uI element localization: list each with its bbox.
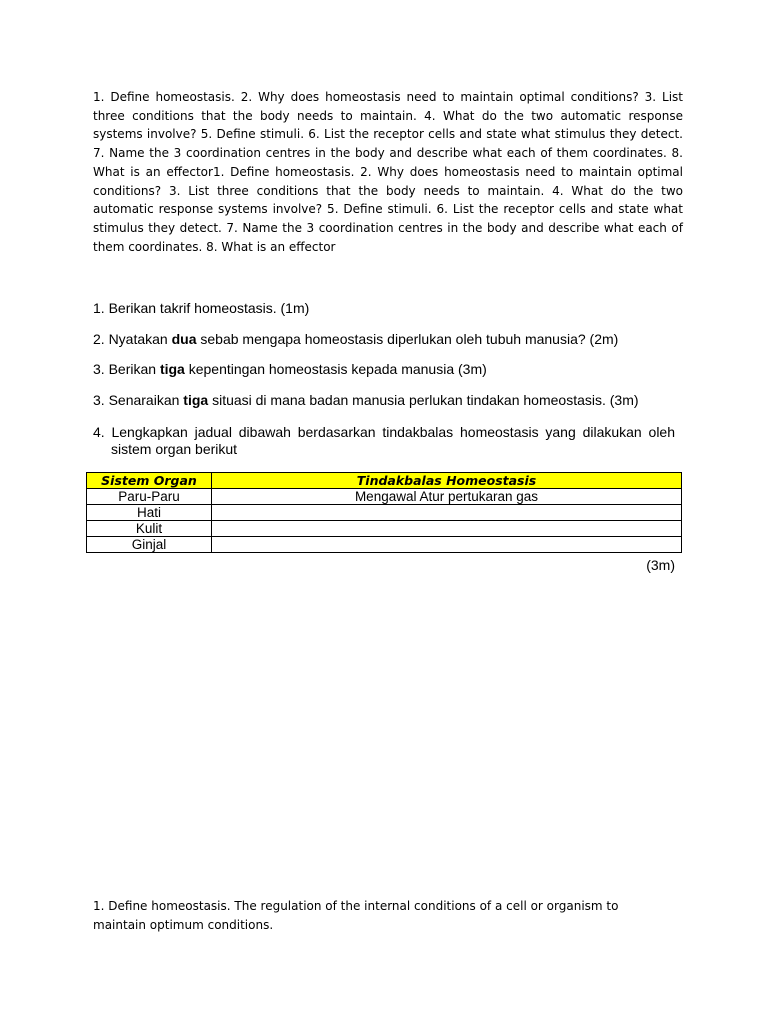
question-3a-prefix: 3. Berikan — [93, 361, 160, 377]
question-3b-prefix: 3. Senaraikan — [93, 392, 184, 408]
answer-paragraph: 1. Define homeostasis. The regulation of the internal conditions of a cell or organism to maintain optimum conditions. — [93, 899, 619, 932]
question-2-suffix: sebab mengapa homeostasis diperlukan oleh tubuh manusia? (2m) — [196, 331, 619, 347]
table-cell-organ: Paru-Paru — [87, 489, 212, 505]
table-cell-organ: Ginjal — [87, 537, 212, 553]
table-cell-organ: Hati — [87, 505, 212, 521]
question-2 — [93, 331, 675, 348]
organ-response-table — [86, 472, 682, 553]
table-row — [87, 521, 682, 537]
table-cell-response[interactable] — [212, 505, 682, 521]
question-4 — [93, 424, 675, 458]
question-3a-emphasis: tiga — [159, 361, 185, 377]
table-row — [87, 489, 682, 505]
question-3b — [93, 392, 675, 409]
table-header-response: Tindakbalas Homeostasis — [212, 473, 682, 489]
question-1: 1. Berikan takrif homeostasis. (1m) — [93, 300, 310, 316]
table-header-organ: Sistem Organ — [87, 473, 212, 489]
table-cell-response[interactable] — [212, 537, 682, 553]
question-2-emphasis: dua — [171, 331, 197, 347]
table-marks: (3m) — [646, 557, 675, 573]
table-cell-response[interactable]: Mengawal Atur pertukaran gas — [212, 489, 682, 505]
table-cell-response[interactable] — [212, 521, 682, 537]
table-cell-organ: Kulit — [87, 521, 212, 537]
table-row — [87, 505, 682, 521]
question-2-prefix: 2. Nyatakan — [93, 331, 172, 347]
question-3a — [93, 361, 675, 378]
table-row — [87, 537, 682, 553]
question-3b-emphasis: tiga — [183, 392, 209, 408]
table-header-row — [87, 473, 682, 489]
intro-paragraph: 1. Define homeostasis. 2. Why does homeostasis need to maintain optimal conditions? 3. List three conditions that the body needs to maintain. 4. What do the two automatic response systems involve? 5. Define stimuli. 6. List the receptor cells and state what stimulus they detect. 7. Name the 3 coordination centres in the body and describe what each of them coordinates. 8. What is an effector1. Define homeostasis. 2. Why does homeostasis need to maintain optimal conditions? 3. List three conditions that the body needs to maintain. 4. What do the two automatic response systems involve? 5. Define stimuli. 6. List the receptor cells and state what stimulus they detect. 7. Name the 3 coordination centres in the body and describe what each of them coordinates. 8. What is an effector — [93, 90, 683, 254]
question-3a-suffix: kepentingan homeostasis kepada manusia (3m) — [184, 361, 487, 377]
question-3b-suffix: situasi di mana badan manusia perlukan tindakan homeostasis. (3m) — [208, 392, 639, 408]
question-4-line-2: sistem organ berikut — [111, 441, 238, 457]
question-4-line-1: 4. Lengkapkan jadual dibawah berdasarkan tindakbalas homeostasis yang dilakukan oleh — [93, 424, 675, 440]
